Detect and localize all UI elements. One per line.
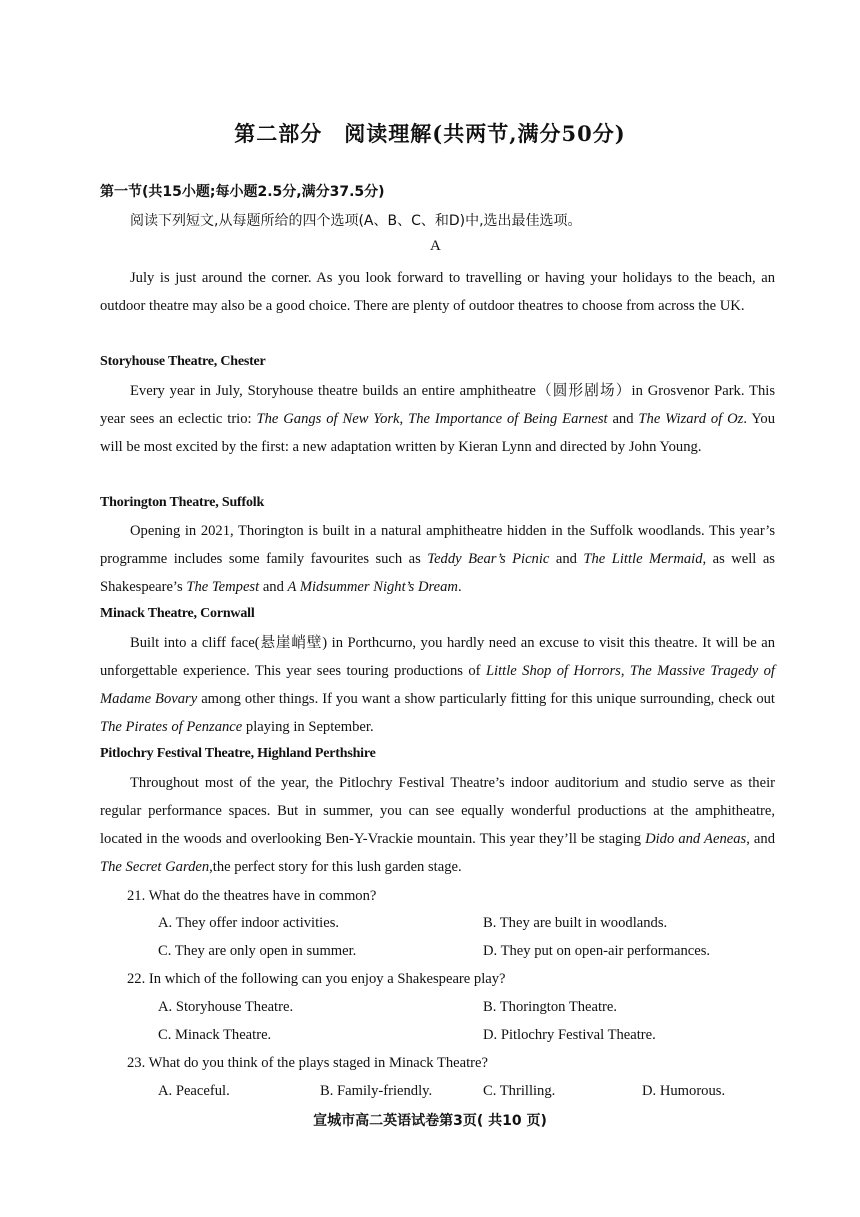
- intro-paragraph: July is just around the corner. As you look forward to travelling or having your holidays to the beach, an outdoor theatre may also be a good choice. There are plenty of outdoor theatres to choose from across the UK.: [100, 270, 775, 314]
- subsection-title: 第一节(共15小题;每小题2.5分,满分37.5分): [100, 184, 385, 200]
- instructions: 阅读下列短文,从每题所给的四个选项(A、B、C、和D)中,选出最佳选项。: [130, 213, 582, 229]
- theatre-heading-storyhouse: Storyhouse Theatre, Chester: [100, 354, 266, 369]
- section-title: 第二部分 阅读理解(共两节,满分50分): [234, 121, 626, 146]
- question-22-option-d[interactable]: D. Pitlochry Festival Theatre.: [483, 1027, 656, 1043]
- question-22-stem: 22. In which of the following can you enjoy a Shakespeare play?: [127, 971, 506, 987]
- question-21-option-b[interactable]: B. They are built in woodlands.: [483, 915, 668, 931]
- question-21-option-a[interactable]: A. They offer indoor activities.: [158, 915, 340, 931]
- page-footer: 宣城市高二英语试卷第3页( 共10 页): [313, 1113, 547, 1129]
- question-23-option-d[interactable]: D. Humorous.: [642, 1083, 726, 1099]
- theatre-paragraph-storyhouse: Every year in July, Storyhouse theatre builds an entire amphitheatre（圆形剧场）in Grosvenor Park. This year sees an eclectic trio: The Gangs of New York, The Importance of Being Earnest and The Wizard of Oz. You will be most excited by the first: a new adaptation written by Kieran Lynn and directed by John Young.: [100, 383, 775, 455]
- question-22-option-a[interactable]: A. Storyhouse Theatre.: [158, 999, 294, 1015]
- question-22-option-c[interactable]: C. Minack Theatre.: [158, 1027, 272, 1043]
- theatre-heading-minack: Minack Theatre, Cornwall: [100, 606, 255, 621]
- question-23-option-a[interactable]: A. Peaceful.: [158, 1083, 230, 1099]
- question-23-option-c[interactable]: C. Thrilling.: [483, 1083, 556, 1099]
- passage-letter: A: [430, 238, 441, 254]
- theatre-paragraph-pitlochry: Throughout most of the year, the Pitlochry Festival Theatre’s indoor auditorium and studio serve as their regular performance spaces. But in summer, you can see equally wonderful productions at the amphitheatre, located in the woods and overlooking Ben-Y-Vrackie mountain. This year they’ll be staging Dido and Aeneas, and The Secret Garden,the perfect story for this lush garden stage.: [100, 775, 775, 875]
- theatre-heading-thorington: Thorington Theatre, Suffolk: [100, 495, 265, 510]
- theatre-paragraph-minack: Built into a cliff face(悬崖峭壁) in Porthcurno, you hardly need an excuse to visit this theatre. It will be an unforgettable experience. This year sees touring productions of Little Shop of Horrors, The Massive Tragedy of Madame Bovary among other things. If you want a show particularly fitting for this unique surrounding, check out The Pirates of Penzance playing in September.: [100, 635, 775, 735]
- question-23-option-b[interactable]: B. Family-friendly.: [320, 1083, 433, 1099]
- theatre-paragraph-thorington: Opening in 2021, Thorington is built in a natural amphitheatre hidden in the Suffolk woodlands. This year’s programme includes some family favourites such as Teddy Bear’s Picnic and The Little Mermaid, as well as Shakespeare’s The Tempest and A Midsummer Night’s Dream.: [100, 523, 775, 595]
- question-21-option-c[interactable]: C. They are only open in summer.: [158, 943, 357, 959]
- question-22-option-b[interactable]: B. Thorington Theatre.: [483, 999, 618, 1015]
- question-21-stem: 21. What do the theatres have in common?: [127, 888, 377, 904]
- theatre-heading-pitlochry: Pitlochry Festival Theatre, Highland Perthshire: [100, 746, 376, 761]
- question-21-option-d[interactable]: D. They put on open-air performances.: [483, 943, 711, 959]
- question-23-stem: 23. What do you think of the plays staged in Minack Theatre?: [127, 1055, 488, 1071]
